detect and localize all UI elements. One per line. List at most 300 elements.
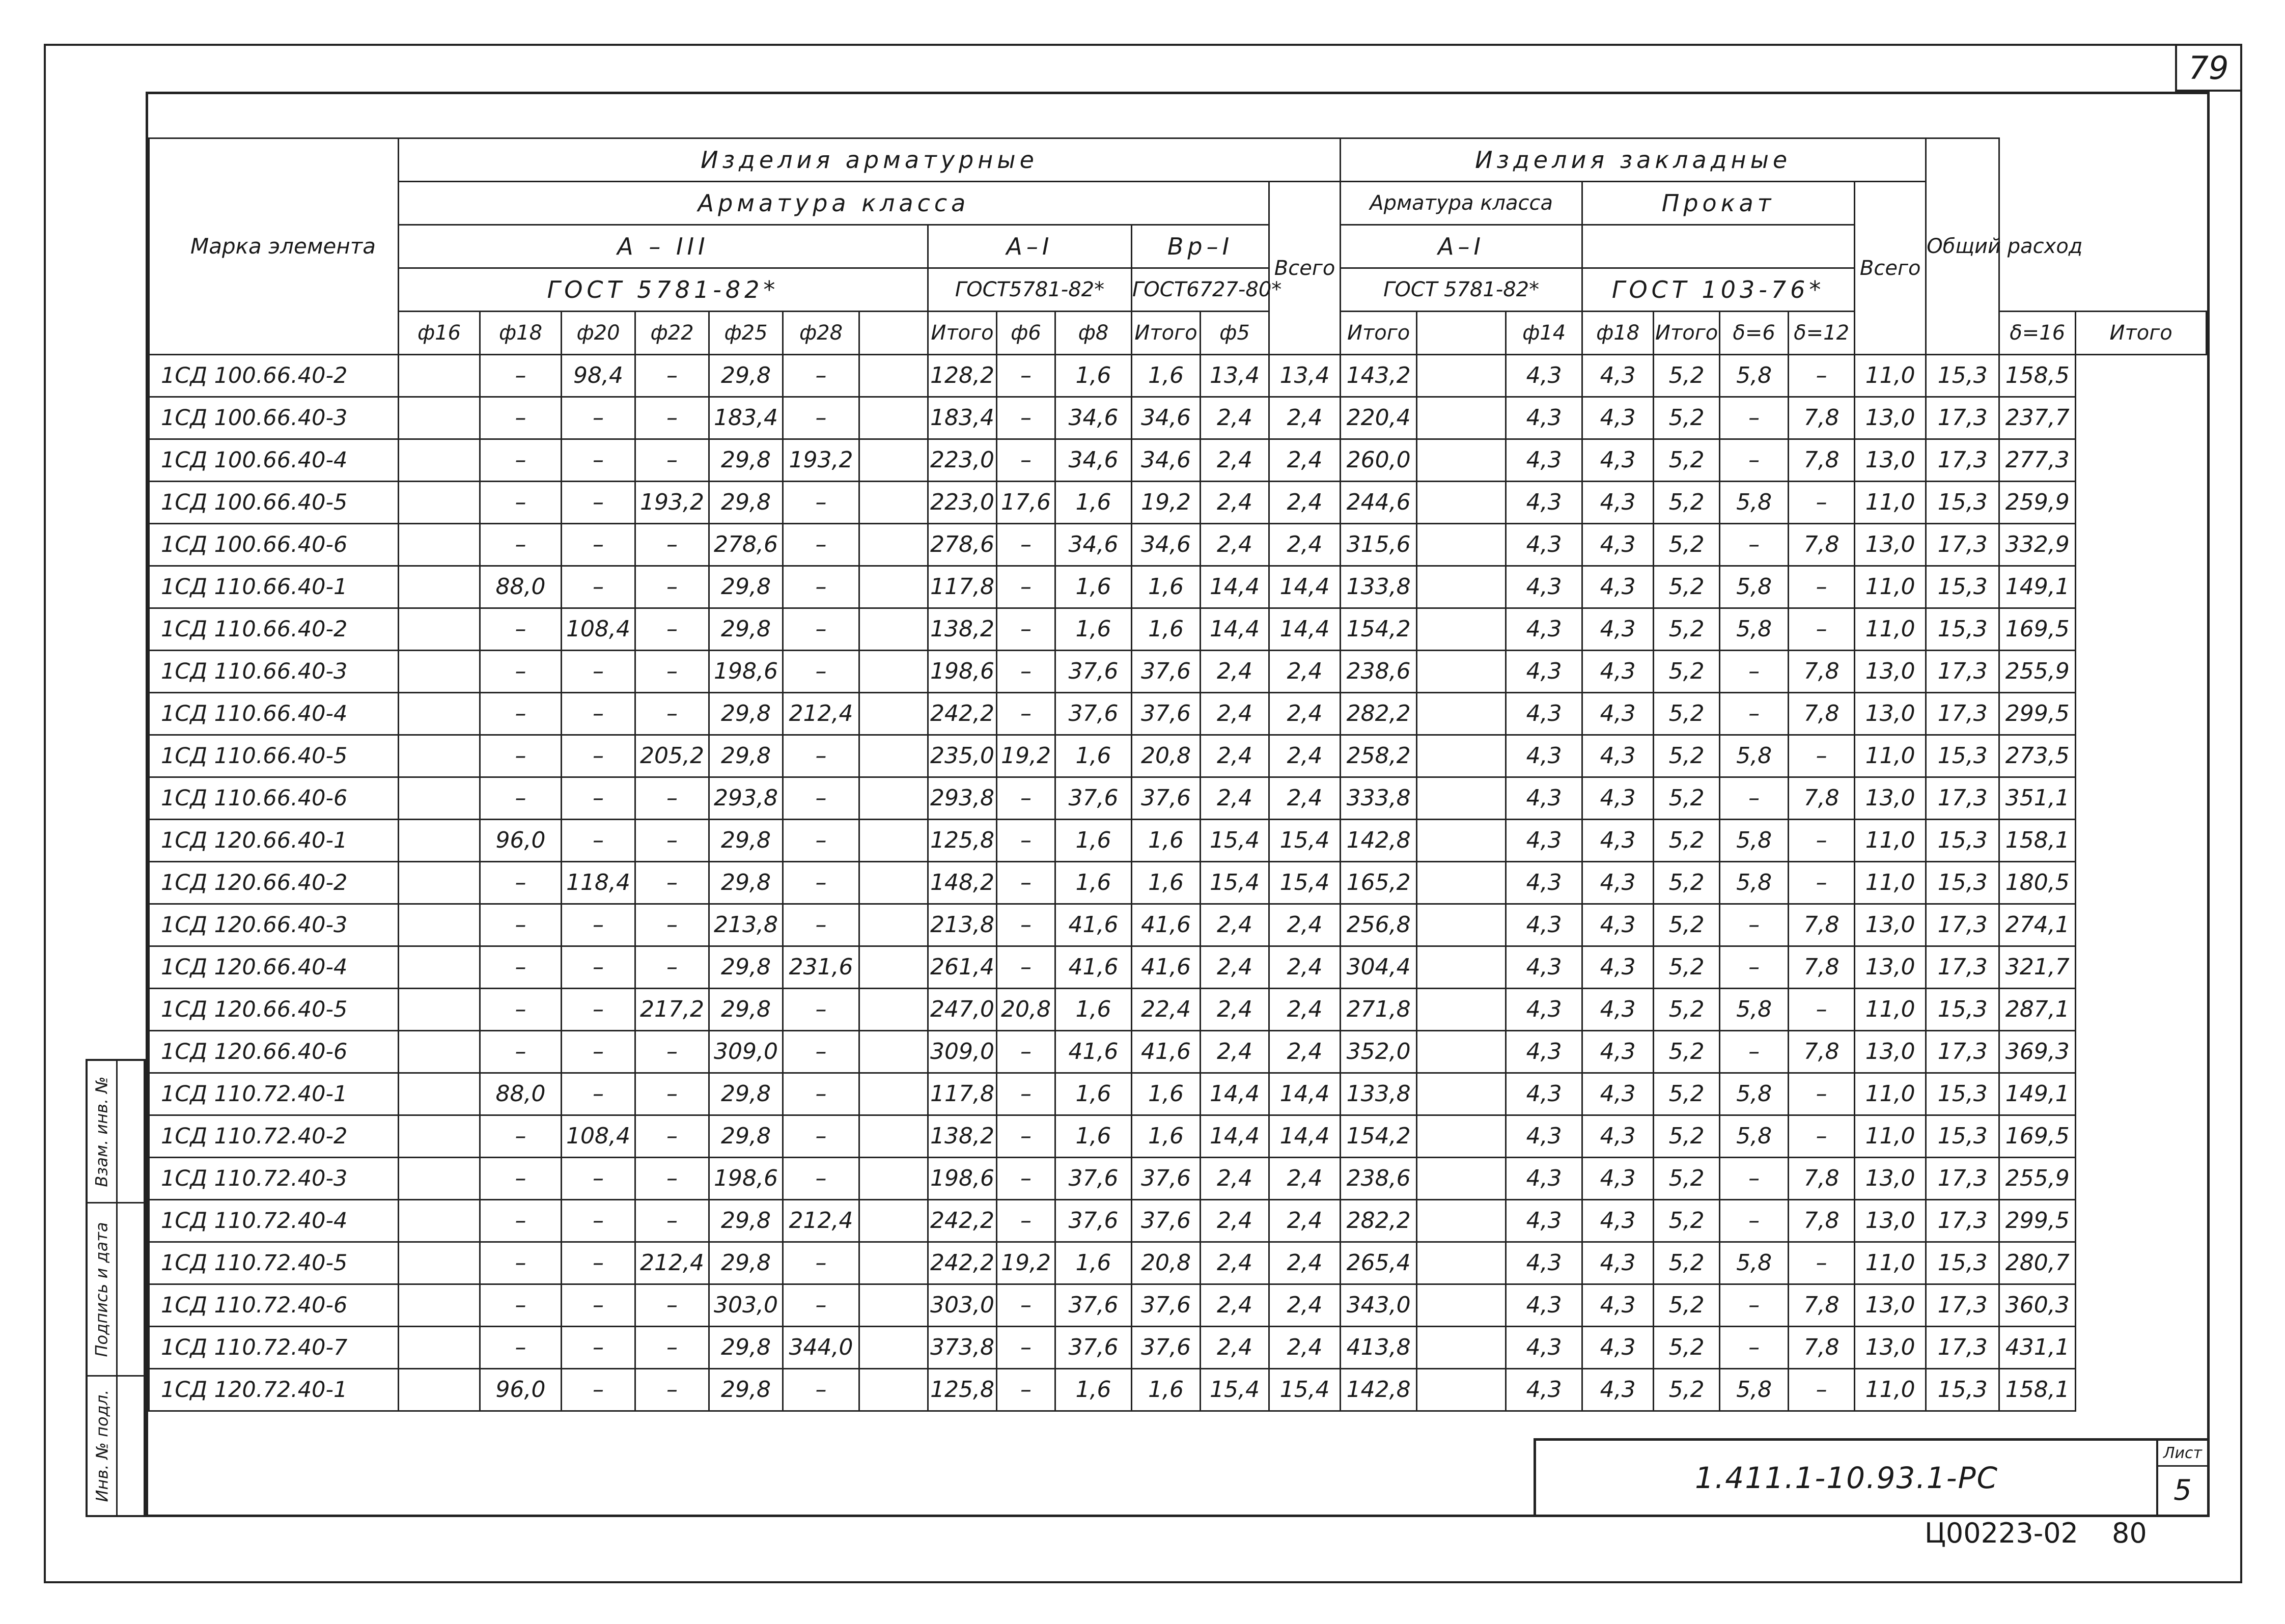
- table-cell: [1417, 608, 1506, 651]
- table-cell: 4,3: [1582, 1369, 1654, 1411]
- table-row: [149, 1284, 2207, 1327]
- table-cell: –: [562, 397, 635, 439]
- table-cell: 287,1: [1999, 989, 2076, 1031]
- table-cell: 13,0: [1855, 777, 1926, 820]
- column-header: ф14: [1506, 312, 1582, 355]
- table-cell: 4,3: [1582, 608, 1654, 651]
- element-mark: 1СД 110.66.40-3: [149, 651, 399, 693]
- table-cell: 29,8: [709, 1115, 783, 1158]
- table-cell: –: [997, 693, 1055, 735]
- table-cell: 11,0: [1855, 989, 1926, 1031]
- table-cell: 5,2: [1654, 566, 1720, 608]
- table-row: [149, 1369, 2207, 1411]
- table-cell: –: [562, 1158, 635, 1200]
- table-cell: 133,8: [1341, 1073, 1417, 1115]
- table-cell: 5,2: [1654, 693, 1720, 735]
- table-cell: 4,3: [1506, 1327, 1582, 1369]
- table-cell: [399, 1158, 480, 1200]
- table-cell: 138,2: [928, 1115, 997, 1158]
- table-cell: –: [562, 651, 635, 693]
- table-cell: –: [562, 439, 635, 482]
- table-cell: 14,4: [1201, 1073, 1269, 1115]
- table-cell: [1417, 439, 1506, 482]
- table-cell: 22,4: [1132, 989, 1201, 1031]
- table-cell: 37,6: [1055, 1200, 1132, 1242]
- table-cell: 37,6: [1055, 1327, 1132, 1369]
- rolled-header: Прокат: [1582, 182, 1855, 225]
- table-cell: –: [480, 1327, 562, 1369]
- table-cell: [859, 439, 928, 482]
- table-cell: 13,0: [1855, 693, 1926, 735]
- table-row: [149, 1158, 2207, 1200]
- table-cell: 108,4: [562, 1115, 635, 1158]
- table-cell: 15,3: [1926, 820, 1999, 862]
- table-cell: 5,8: [1720, 1073, 1789, 1115]
- element-mark: 1СД 110.72.40-1: [149, 1073, 399, 1115]
- table-cell: 14,4: [1201, 608, 1269, 651]
- table-row: [149, 608, 2207, 651]
- table-cell: –: [997, 1284, 1055, 1327]
- table-cell: 4,3: [1582, 1073, 1654, 1115]
- table-row: [149, 1200, 2207, 1242]
- table-row: [149, 904, 2207, 946]
- table-cell: 13,4: [1269, 355, 1341, 397]
- table-cell: –: [635, 397, 709, 439]
- table-cell: –: [480, 735, 562, 777]
- table-cell: 29,8: [709, 439, 783, 482]
- table-cell: –: [997, 397, 1055, 439]
- table-cell: 96,0: [480, 820, 562, 862]
- table-row: [149, 693, 2207, 735]
- table-cell: 2,4: [1269, 439, 1341, 482]
- page-number-bottom: 80: [2112, 1517, 2147, 1549]
- table-cell: [399, 1200, 480, 1242]
- table-cell: 13,0: [1855, 651, 1926, 693]
- table-cell: 17,3: [1926, 1158, 1999, 1200]
- table-cell: 4,3: [1506, 397, 1582, 439]
- table-cell: –: [997, 946, 1055, 989]
- table-cell: 5,2: [1654, 1115, 1720, 1158]
- table-cell: 2,4: [1201, 651, 1269, 693]
- table-cell: 2,4: [1269, 397, 1341, 439]
- table-cell: 4,3: [1582, 946, 1654, 989]
- total-reinforcing-header: Всего: [1269, 182, 1341, 355]
- table-cell: 4,3: [1506, 862, 1582, 904]
- table-cell: [859, 1073, 928, 1115]
- table-cell: 4,3: [1506, 1242, 1582, 1284]
- table-row: [149, 355, 2207, 397]
- table-cell: 4,3: [1506, 989, 1582, 1031]
- table-cell: 14,4: [1269, 1073, 1341, 1115]
- table-cell: 88,0: [480, 566, 562, 608]
- table-cell: –: [635, 1158, 709, 1200]
- table-cell: [859, 1158, 928, 1200]
- table-cell: [399, 524, 480, 566]
- table-cell: 17,3: [1926, 693, 1999, 735]
- table-cell: 125,8: [928, 820, 997, 862]
- table-cell: 5,8: [1720, 1242, 1789, 1284]
- table-cell: [399, 820, 480, 862]
- element-mark: 1СД 100.66.40-6: [149, 524, 399, 566]
- table-cell: [1417, 482, 1506, 524]
- table-cell: –: [480, 862, 562, 904]
- table-cell: 303,0: [928, 1284, 997, 1327]
- table-cell: [1417, 651, 1506, 693]
- table-cell: 15,3: [1926, 735, 1999, 777]
- element-mark: 1СД 120.66.40-2: [149, 862, 399, 904]
- table-cell: –: [480, 904, 562, 946]
- table-cell: –: [1789, 989, 1855, 1031]
- table-cell: 244,6: [1341, 482, 1417, 524]
- table-cell: –: [562, 1327, 635, 1369]
- table-cell: 413,8: [1341, 1327, 1417, 1369]
- table-cell: 34,6: [1132, 524, 1201, 566]
- table-cell: 4,3: [1582, 1327, 1654, 1369]
- table-cell: 2,4: [1201, 777, 1269, 820]
- table-cell: –: [997, 566, 1055, 608]
- table-cell: 309,0: [709, 1031, 783, 1073]
- table-cell: 2,4: [1269, 651, 1341, 693]
- table-cell: 5,2: [1654, 1158, 1720, 1200]
- table-cell: 183,4: [928, 397, 997, 439]
- table-cell: 37,6: [1055, 651, 1132, 693]
- table-cell: 14,4: [1269, 566, 1341, 608]
- table-cell: [399, 1327, 480, 1369]
- column-header: ф22: [635, 312, 709, 355]
- table-cell: 11,0: [1855, 1369, 1926, 1411]
- table-cell: 15,3: [1926, 608, 1999, 651]
- table-cell: –: [635, 651, 709, 693]
- table-cell: 11,0: [1855, 1115, 1926, 1158]
- table-cell: [399, 777, 480, 820]
- table-cell: –: [1789, 1115, 1855, 1158]
- table-cell: 4,3: [1582, 355, 1654, 397]
- table-cell: 332,9: [1999, 524, 2076, 566]
- element-mark: 1СД 110.72.40-7: [149, 1327, 399, 1369]
- table-row: [149, 1031, 2207, 1073]
- table-cell: 2,4: [1269, 1158, 1341, 1200]
- table-cell: [859, 946, 928, 989]
- table-cell: 7,8: [1789, 1158, 1855, 1200]
- table-cell: 431,1: [1999, 1327, 2076, 1369]
- column-header: ф8: [1055, 312, 1132, 355]
- table-cell: 4,3: [1506, 355, 1582, 397]
- element-mark: 1СД 110.72.40-5: [149, 1242, 399, 1284]
- table-cell: –: [1789, 566, 1855, 608]
- table-cell: 4,3: [1582, 651, 1654, 693]
- table-cell: [859, 1327, 928, 1369]
- table-cell: 29,8: [709, 989, 783, 1031]
- table-cell: –: [635, 1369, 709, 1411]
- table-row: [149, 1327, 2207, 1369]
- table-cell: –: [1720, 1031, 1789, 1073]
- table-cell: 217,2: [635, 989, 709, 1031]
- table-cell: –: [1720, 524, 1789, 566]
- table-cell: 4,3: [1582, 777, 1654, 820]
- rolled-blank-header: [1582, 225, 1855, 268]
- table-cell: 2,4: [1201, 1284, 1269, 1327]
- table-cell: 29,8: [709, 1200, 783, 1242]
- table-cell: 1,6: [1055, 482, 1132, 524]
- table-cell: 193,2: [783, 439, 859, 482]
- table-cell: –: [783, 1158, 859, 1200]
- side-cell-inventory: Инв. № подл.: [92, 1389, 112, 1502]
- column-header: [1417, 312, 1506, 355]
- table-cell: 41,6: [1055, 946, 1132, 989]
- table-cell: 19,2: [997, 1242, 1055, 1284]
- table-cell: –: [997, 820, 1055, 862]
- table-cell: 271,8: [1341, 989, 1417, 1031]
- table-cell: –: [562, 566, 635, 608]
- table-cell: 5,2: [1654, 735, 1720, 777]
- table-cell: [859, 397, 928, 439]
- table-cell: 4,3: [1506, 1115, 1582, 1158]
- table-row: [149, 524, 2207, 566]
- table-cell: 2,4: [1269, 1200, 1341, 1242]
- table-cell: [1417, 862, 1506, 904]
- table-cell: 1,6: [1132, 1369, 1201, 1411]
- table-cell: 29,8: [709, 946, 783, 989]
- table-cell: 158,1: [1999, 1369, 2076, 1411]
- column-header: Итого: [2076, 312, 2207, 355]
- rebar-class-header: Арматура класса: [399, 182, 1269, 225]
- table-cell: 29,8: [709, 1369, 783, 1411]
- table-cell: 4,3: [1582, 735, 1654, 777]
- table-cell: –: [783, 904, 859, 946]
- table-cell: 4,3: [1582, 397, 1654, 439]
- table-cell: 11,0: [1855, 735, 1926, 777]
- table-cell: [399, 1242, 480, 1284]
- table-cell: 4,3: [1582, 1158, 1654, 1200]
- table-cell: 242,2: [928, 1242, 997, 1284]
- table-cell: 373,8: [928, 1327, 997, 1369]
- table-cell: 7,8: [1789, 777, 1855, 820]
- table-cell: 5,8: [1720, 566, 1789, 608]
- element-mark: 1СД 120.66.40-4: [149, 946, 399, 989]
- table-cell: 4,3: [1506, 439, 1582, 482]
- table-cell: –: [997, 355, 1055, 397]
- table-cell: 34,6: [1055, 397, 1132, 439]
- table-cell: 1,6: [1055, 608, 1132, 651]
- table-cell: –: [635, 946, 709, 989]
- table-cell: –: [635, 820, 709, 862]
- table-cell: 169,5: [1999, 608, 2076, 651]
- table-cell: –: [1789, 1369, 1855, 1411]
- table-row: [149, 777, 2207, 820]
- table-cell: 2,4: [1269, 777, 1341, 820]
- table-cell: 17,3: [1926, 1284, 1999, 1327]
- table-cell: –: [480, 1115, 562, 1158]
- table-cell: –: [562, 989, 635, 1031]
- document-code: 1.411.1-10.93.1-РС: [1694, 1460, 1999, 1495]
- table-cell: –: [1789, 1073, 1855, 1115]
- element-mark: 1СД 110.66.40-5: [149, 735, 399, 777]
- table-cell: 205,2: [635, 735, 709, 777]
- table-cell: –: [635, 904, 709, 946]
- table-row: [149, 1073, 2207, 1115]
- class-a3-header: А – III: [399, 225, 928, 268]
- table-cell: 17,3: [1926, 1200, 1999, 1242]
- element-mark: 1СД 110.66.40-6: [149, 777, 399, 820]
- table-cell: 304,4: [1341, 946, 1417, 989]
- table-cell: 2,4: [1269, 735, 1341, 777]
- table-cell: 13,0: [1855, 904, 1926, 946]
- table-cell: –: [635, 439, 709, 482]
- table-cell: 5,2: [1654, 397, 1720, 439]
- sheet-label: Лист: [2158, 1441, 2207, 1467]
- table-cell: –: [635, 1284, 709, 1327]
- table-cell: –: [635, 1200, 709, 1242]
- table-cell: 15,4: [1201, 862, 1269, 904]
- table-cell: 154,2: [1341, 1115, 1417, 1158]
- table-cell: 5,2: [1654, 820, 1720, 862]
- table-cell: [859, 1115, 928, 1158]
- table-cell: –: [635, 693, 709, 735]
- table-cell: 5,8: [1720, 820, 1789, 862]
- table-cell: 5,2: [1654, 651, 1720, 693]
- column-header: Итого: [1132, 312, 1201, 355]
- table-cell: –: [783, 482, 859, 524]
- table-cell: [859, 608, 928, 651]
- column-header: ф28: [783, 312, 859, 355]
- table-cell: 14,4: [1201, 1115, 1269, 1158]
- column-header: ф18: [1582, 312, 1654, 355]
- table-cell: 41,6: [1055, 1031, 1132, 1073]
- table-cell: [1417, 1073, 1506, 1115]
- table-cell: –: [562, 1031, 635, 1073]
- table-cell: –: [1720, 904, 1789, 946]
- table-cell: 5,8: [1720, 735, 1789, 777]
- table-cell: 133,8: [1341, 566, 1417, 608]
- table-cell: 5,2: [1654, 1369, 1720, 1411]
- table-cell: 1,6: [1055, 566, 1132, 608]
- table-cell: 235,0: [928, 735, 997, 777]
- gost-a1-header: ГОСТ5781-82*: [928, 268, 1132, 312]
- table-cell: –: [480, 651, 562, 693]
- table-cell: 15,3: [1926, 482, 1999, 524]
- table-cell: 5,8: [1720, 355, 1789, 397]
- table-cell: –: [1720, 439, 1789, 482]
- table-cell: 2,4: [1201, 1200, 1269, 1242]
- gost-embedded-header: ГОСТ 5781-82*: [1341, 268, 1582, 312]
- table-cell: 29,8: [709, 693, 783, 735]
- table-cell: –: [783, 608, 859, 651]
- table-cell: 4,3: [1582, 1242, 1654, 1284]
- table-cell: 20,8: [997, 989, 1055, 1031]
- table-cell: 15,3: [1926, 355, 1999, 397]
- table-cell: –: [480, 693, 562, 735]
- table-cell: [859, 1369, 928, 1411]
- table-cell: [859, 1200, 928, 1242]
- table-cell: 2,4: [1269, 693, 1341, 735]
- table-cell: –: [1789, 608, 1855, 651]
- table-cell: –: [783, 820, 859, 862]
- table-cell: –: [635, 355, 709, 397]
- table-cell: 212,4: [783, 693, 859, 735]
- table-cell: 277,3: [1999, 439, 2076, 482]
- table-row: [149, 946, 2207, 989]
- table-cell: –: [635, 1327, 709, 1369]
- table-cell: –: [783, 524, 859, 566]
- table-cell: 2,4: [1269, 946, 1341, 989]
- table-cell: 4,3: [1506, 1369, 1582, 1411]
- table-cell: –: [783, 1369, 859, 1411]
- side-strip: [86, 1059, 146, 1517]
- table-cell: 4,3: [1582, 693, 1654, 735]
- table-cell: 4,3: [1506, 904, 1582, 946]
- table-cell: [1417, 566, 1506, 608]
- table-cell: 13,0: [1855, 1158, 1926, 1200]
- table-cell: 7,8: [1789, 397, 1855, 439]
- table-cell: 11,0: [1855, 482, 1926, 524]
- table-cell: [1417, 735, 1506, 777]
- table-cell: 17,3: [1926, 904, 1999, 946]
- table-cell: 5,8: [1720, 862, 1789, 904]
- table-cell: –: [997, 1158, 1055, 1200]
- total-embedded-header: Всего: [1855, 182, 1926, 355]
- table-cell: 37,6: [1132, 1327, 1201, 1369]
- column-header: Итого: [1341, 312, 1417, 355]
- table-cell: 1,6: [1055, 989, 1132, 1031]
- table-cell: [1417, 989, 1506, 1031]
- table-cell: 41,6: [1055, 904, 1132, 946]
- table-cell: 15,4: [1269, 862, 1341, 904]
- table-cell: 4,3: [1582, 862, 1654, 904]
- table-cell: 5,2: [1654, 904, 1720, 946]
- table-cell: 5,2: [1654, 1242, 1720, 1284]
- table-cell: 242,2: [928, 693, 997, 735]
- table-cell: 13,0: [1855, 1031, 1926, 1073]
- table-cell: –: [1789, 820, 1855, 862]
- table-cell: –: [480, 608, 562, 651]
- table-cell: 1,6: [1055, 820, 1132, 862]
- table-cell: 17,3: [1926, 1031, 1999, 1073]
- table-cell: –: [562, 1242, 635, 1284]
- table-cell: 5,2: [1654, 1200, 1720, 1242]
- table-cell: [1417, 904, 1506, 946]
- table-cell: 369,3: [1999, 1031, 2076, 1073]
- table-cell: 11,0: [1855, 355, 1926, 397]
- table-cell: 4,3: [1506, 693, 1582, 735]
- table-cell: –: [1720, 397, 1789, 439]
- table-cell: 4,3: [1582, 904, 1654, 946]
- table-cell: 4,3: [1506, 651, 1582, 693]
- element-mark: 1СД 110.72.40-3: [149, 1158, 399, 1200]
- table-cell: 2,4: [1201, 904, 1269, 946]
- table-row: [149, 1242, 2207, 1284]
- table-cell: 5,2: [1654, 482, 1720, 524]
- table-cell: 4,3: [1582, 989, 1654, 1031]
- table-cell: –: [635, 1073, 709, 1115]
- table-cell: 29,8: [709, 608, 783, 651]
- table-cell: 343,0: [1341, 1284, 1417, 1327]
- table-cell: –: [783, 1284, 859, 1327]
- table-cell: –: [997, 777, 1055, 820]
- table-cell: 15,3: [1926, 1242, 1999, 1284]
- table-cell: [399, 1031, 480, 1073]
- column-header: ф6: [997, 312, 1055, 355]
- table-cell: 1,6: [1132, 862, 1201, 904]
- table-cell: 5,2: [1654, 608, 1720, 651]
- table-cell: 11,0: [1855, 862, 1926, 904]
- table-cell: 37,6: [1055, 1158, 1132, 1200]
- column-header: δ=12: [1789, 312, 1855, 355]
- class-a1-header: А–I: [928, 225, 1132, 268]
- element-mark: 1СД 120.66.40-1: [149, 820, 399, 862]
- column-header: ф20: [562, 312, 635, 355]
- table-cell: 15,3: [1926, 566, 1999, 608]
- table-cell: 5,2: [1654, 524, 1720, 566]
